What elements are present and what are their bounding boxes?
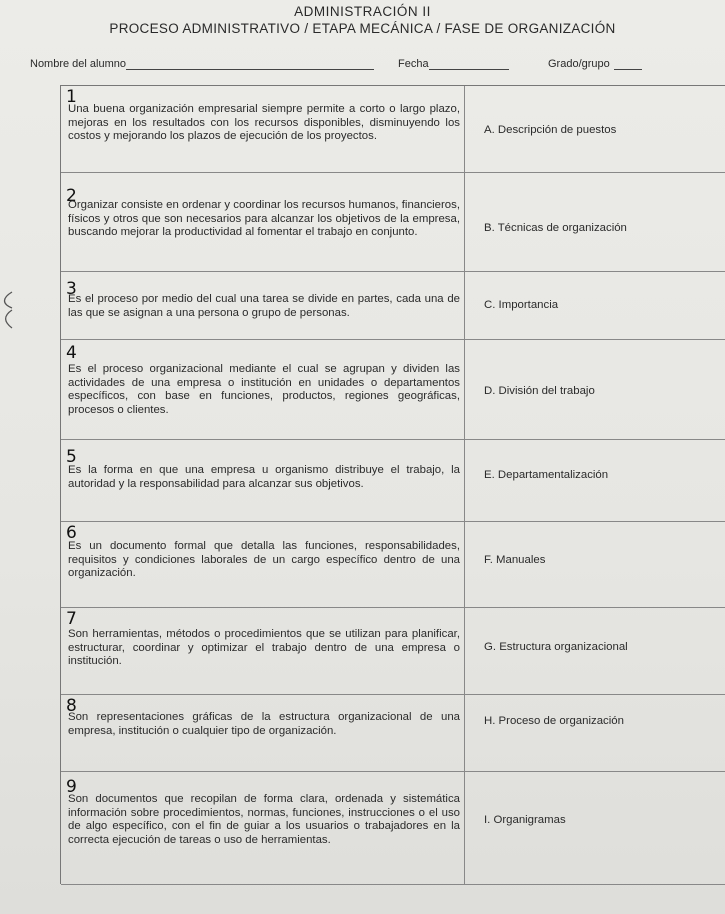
date-label: Fecha xyxy=(398,58,429,70)
question-text: Es el proceso organizacional mediante el cual se agrupan y dividen las actividades de una empresa o institución en unidades o departamentos específicos, con base en funciones, productos, regiones geográficas, procesos o clientes. xyxy=(68,363,460,416)
question-text: Son documentos que recopilan de forma clara, ordenada y sistemática información sobre procedimientos, normas, funciones, instrucciones o el uso de algo específico, con el fin de guiar a los usuarios o trabajadores en la correcta ejecución de tareas o uso de herramientas. xyxy=(68,793,460,846)
answer-option: E. Departamentalización xyxy=(484,469,609,481)
row-number: 7 xyxy=(66,609,77,629)
answer-option: B. Técnicas de organización xyxy=(484,222,627,234)
question-text: Organizar consiste en ordenar y coordinar los recursos humanos, financieros, físicos y otros que son necesarios para alcanzar los objetivos de la empresa, buscando mejorar la productividad al fomentar el trabajo en conjunto. xyxy=(68,199,460,239)
date-blank[interactable] xyxy=(429,59,509,70)
row-number: 4 xyxy=(66,343,77,363)
table-row xyxy=(61,771,725,885)
name-label: Nombre del alumno xyxy=(30,58,126,70)
question-text: Es un documento formal que detalla las funciones, responsabilidades, requisitos y condiciones laborales de un cargo específico dentro de una organización. xyxy=(68,540,460,580)
table-row xyxy=(61,694,725,772)
name-field[interactable] xyxy=(30,58,374,70)
table-row xyxy=(61,339,725,440)
answer-option: A. Descripción de puestos xyxy=(484,124,617,136)
row-number: 3 xyxy=(66,279,77,299)
name-blank[interactable] xyxy=(126,59,374,70)
question-text: Son herramientas, métodos o procedimientos que se utilizan para planificar, estructurar, coordinar y optimizar el trabajo dentro de una empresa o institución. xyxy=(68,628,460,668)
table-row xyxy=(61,172,725,272)
pencil-mark-icon xyxy=(0,290,14,330)
question-text: Es el proceso por medio del cual una tarea se divide en partes, cada una de las que se asignan a una persona o grupo de personas. xyxy=(68,293,460,319)
matching-table xyxy=(60,85,725,884)
table-row xyxy=(61,521,725,608)
table-row xyxy=(61,86,725,173)
row-number: 5 xyxy=(66,447,77,467)
table-row xyxy=(61,271,725,340)
group-field[interactable] xyxy=(548,58,642,70)
answer-option: C. Importancia xyxy=(484,299,559,311)
row-number: 9 xyxy=(66,777,77,797)
table-row xyxy=(61,439,725,522)
answer-option: I. Organigramas xyxy=(484,814,566,826)
question-text: Una buena organización empresarial siempre permite a corto o largo plazo, mejoras en los resultados con los recursos disponibles, disminuyendo los costos y mejorando los plazos de ejecución de los proyectos. xyxy=(68,103,460,143)
row-number: 2 xyxy=(66,186,77,206)
row-number: 6 xyxy=(66,523,77,543)
row-number: 8 xyxy=(66,696,77,716)
worksheet-title: PROCESO ADMINISTRATIVO / ETAPA MECÁNICA / FASE DE ORGANIZACIÓN xyxy=(109,21,616,36)
row-number: 1 xyxy=(66,87,77,107)
answer-option: G. Estructura organizacional xyxy=(484,641,628,653)
question-text: Son representaciones gráficas de la estructura organizacional de una empresa, institución o cualquier tipo de organización. xyxy=(68,711,460,737)
course-title: ADMINISTRACIÓN II xyxy=(294,4,431,19)
answer-option: F. Manuales xyxy=(484,554,546,566)
question-text: Es la forma en que una empresa u organismo distribuye el trabajo, la autoridad y la responsabilidad para alcanzar sus objetivos. xyxy=(68,464,460,490)
group-blank[interactable] xyxy=(614,59,642,70)
answer-option: D. División del trabajo xyxy=(484,385,595,397)
date-field[interactable] xyxy=(398,58,509,70)
answer-option: H. Proceso de organización xyxy=(484,715,624,727)
group-label: Grado/grupo xyxy=(548,58,610,70)
table-row xyxy=(61,607,725,695)
